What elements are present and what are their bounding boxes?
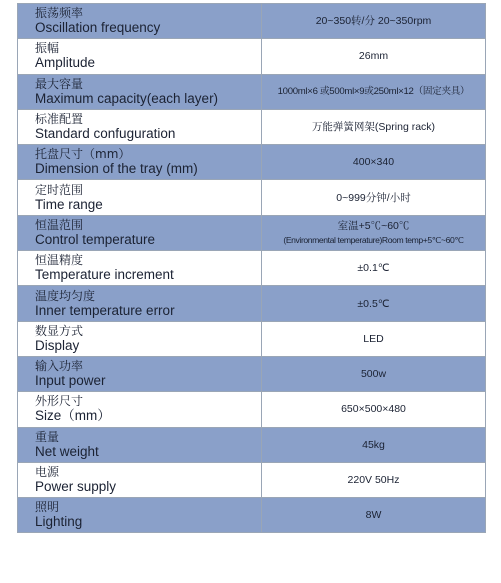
param-value-cell (262, 392, 486, 427)
param-value-cell (262, 286, 486, 321)
param-value: 室温+5℃~60℃ (337, 219, 410, 232)
param-name-en: Maximum capacity(each layer) (35, 90, 219, 106)
param-name-cell (18, 498, 262, 533)
param-name-zh: 照明 (35, 500, 60, 515)
param-value: 45kg (362, 438, 385, 451)
param-value: 8W (365, 509, 382, 522)
table-row (18, 498, 486, 533)
table-row (18, 321, 486, 356)
param-value-cell (262, 4, 486, 39)
param-value-cell (262, 321, 486, 356)
param-name-cell (18, 74, 262, 109)
param-name-zh: 外形尺寸 (35, 394, 84, 409)
param-name-en: Oscillation frequency (35, 20, 161, 36)
param-name-en: Standard confuguration (35, 126, 176, 142)
param-value: 220V 50Hz (347, 474, 400, 486)
param-value-cell (262, 74, 486, 109)
table-row (18, 215, 486, 250)
param-name-cell (18, 215, 262, 250)
param-value-cell (262, 498, 486, 533)
param-name-cell (18, 180, 262, 215)
table-row (18, 4, 486, 39)
param-value: ±0.1℃ (357, 262, 390, 275)
table-row (18, 427, 486, 462)
param-value-cell (262, 215, 486, 250)
param-name-en: Display (35, 337, 80, 353)
param-value-cell (262, 109, 486, 144)
param-value: 0~999分钟/小时 (336, 191, 411, 204)
param-value: 万能弹簧网架(Spring rack) (311, 121, 436, 134)
param-value-cell (262, 39, 486, 74)
table-row (18, 251, 486, 286)
param-name-zh: 最大容量 (35, 76, 84, 91)
param-name-zh: 恒温范围 (35, 217, 84, 232)
param-value-cell (262, 427, 486, 462)
param-value: 400×340 (352, 156, 395, 169)
param-name-en: Control temperature (35, 231, 156, 247)
param-name-cell (18, 286, 262, 321)
param-name-zh: 振幅 (35, 41, 60, 56)
param-name-zh: 定时范围 (35, 182, 84, 197)
spec-table-container (17, 3, 486, 533)
table-row (18, 74, 486, 109)
table-row (18, 392, 486, 427)
param-name-zh: 标准配置 (35, 112, 84, 127)
param-name-en: Power supply (35, 479, 117, 494)
table-row (18, 109, 486, 144)
param-name-cell (18, 4, 262, 39)
param-name-en: Lighting (35, 514, 83, 530)
param-name-cell (18, 427, 262, 462)
table-row (18, 286, 486, 321)
param-name-en: Temperature increment (35, 267, 174, 283)
param-value-cell (262, 462, 486, 497)
specification-table (17, 3, 486, 533)
table-row (18, 462, 486, 497)
param-name-zh: 数显方式 (35, 323, 84, 338)
param-name-zh: 电源 (35, 465, 60, 479)
param-name-zh: 重量 (35, 429, 60, 444)
param-name-cell (18, 109, 262, 144)
param-name-cell (18, 392, 262, 427)
param-name-en: Input power (35, 373, 106, 389)
param-name-en: Size（mm） (35, 408, 111, 424)
param-name-cell (18, 145, 262, 180)
param-value: 20~350转/分 20~350rpm (315, 15, 432, 28)
param-value-cell (262, 145, 486, 180)
param-name-zh: 振荡频率 (35, 6, 84, 21)
param-value-cell (262, 251, 486, 286)
table-row (18, 356, 486, 391)
param-value: 1000ml×6 或500ml×9或250ml×12（固定夹具） (277, 85, 470, 97)
param-name-zh: 托盘尺寸（mm） (35, 147, 131, 162)
param-name-zh: 温度均匀度 (35, 288, 96, 303)
param-name-cell (18, 462, 262, 497)
param-name-zh: 输入功率 (35, 359, 84, 374)
param-name-cell (18, 356, 262, 391)
param-value: LED (363, 332, 384, 345)
table-row (18, 39, 486, 74)
param-value-cell (262, 356, 486, 391)
param-name-cell (18, 39, 262, 74)
param-value: 500w (360, 368, 387, 381)
param-value: 26mm (358, 50, 389, 63)
param-name-en: Dimension of the tray (mm) (35, 161, 198, 177)
param-value-secondary: (Environmental temperature)Room temp+5℃~60℃ (283, 234, 464, 245)
param-name-en: Inner temperature error (35, 302, 175, 318)
param-name-zh: 恒温精度 (35, 253, 84, 268)
param-name-cell (18, 251, 262, 286)
table-row (18, 145, 486, 180)
param-name-en: Time range (35, 196, 103, 212)
param-value: ±0.5℃ (357, 297, 390, 310)
param-name-en: Amplitude (35, 55, 96, 71)
table-row (18, 180, 486, 215)
param-value-cell (262, 180, 486, 215)
param-value: 650×500×480 (341, 403, 406, 416)
param-name-cell (18, 321, 262, 356)
param-name-en: Net weight (35, 443, 99, 459)
